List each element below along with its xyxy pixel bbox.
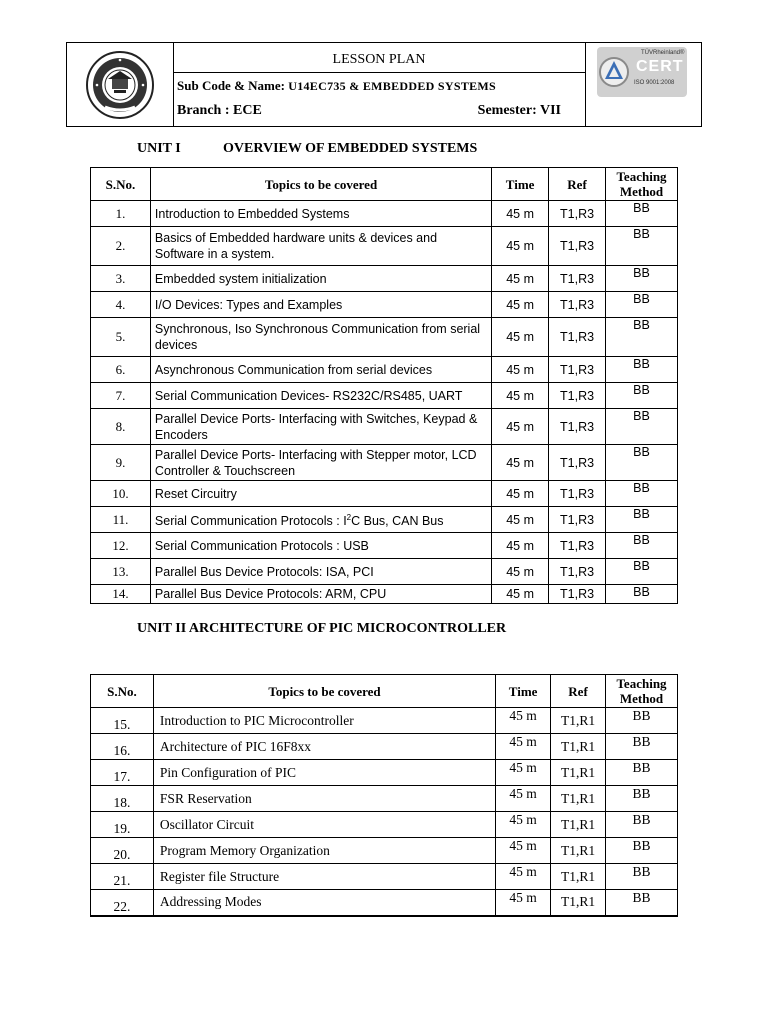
- table-row: [91, 864, 678, 890]
- row-time: 45 m: [492, 383, 549, 409]
- row-sno: 13.: [91, 559, 151, 585]
- row-sno: 21.: [91, 864, 154, 890]
- row-method: BB: [606, 318, 678, 357]
- row-ref: T1,R1: [551, 890, 606, 916]
- row-topic: Pin Configuration of PIC: [153, 760, 495, 786]
- row-ref: T1,R3: [549, 533, 606, 559]
- col-topic: Topics to be covered: [150, 168, 491, 201]
- tuv-triangle-icon: [599, 52, 629, 92]
- row-method: BB: [606, 890, 678, 916]
- semester: Semester: VII: [477, 103, 561, 118]
- row-topic: Basics of Embedded hardware units & devices and Software in a system.: [150, 227, 491, 266]
- row-time: 45 m: [496, 838, 551, 864]
- institution-logo-cell: [67, 43, 174, 126]
- row-time: 45 m: [492, 357, 549, 383]
- table-row: [91, 227, 678, 266]
- row-method: BB: [606, 227, 678, 266]
- header-divider: [173, 72, 585, 73]
- row-topic: Serial Communication Protocols : $I^2C$ Bus, CAN Bus: [150, 507, 491, 533]
- row-method: BB: [606, 357, 678, 383]
- col-topic: Topics to be covered: [153, 675, 495, 708]
- row-time: 45 m: [492, 409, 549, 445]
- row-sno: 22.: [91, 890, 154, 916]
- row-method: BB: [606, 708, 678, 734]
- cert-top-text: TÜVRheinland®: [641, 50, 685, 56]
- unit2-label: UNIT II: [137, 621, 187, 636]
- row-sno: 14.: [91, 585, 151, 604]
- cert-iso-text: ISO 9001:2008: [634, 80, 675, 86]
- row-sno: 2.: [91, 227, 151, 266]
- row-method: BB: [606, 559, 678, 585]
- table-header-row: [91, 675, 678, 708]
- row-method: BB: [606, 383, 678, 409]
- row-time: 45 m: [492, 266, 549, 292]
- unit2-table: [90, 674, 678, 917]
- table-header-row: [91, 168, 678, 201]
- document-title: LESSON PLAN: [332, 52, 426, 67]
- row-topic: Addressing Modes: [153, 890, 495, 916]
- row-ref: T1,R1: [551, 864, 606, 890]
- row-sno: 12.: [91, 533, 151, 559]
- row-time: 45 m: [496, 890, 551, 916]
- row-method: BB: [606, 409, 678, 445]
- row-method: BB: [606, 838, 678, 864]
- row-method: BB: [606, 481, 678, 507]
- table-row: [91, 786, 678, 812]
- table-row: [91, 318, 678, 357]
- row-time: 45 m: [492, 445, 549, 481]
- table-row: [91, 533, 678, 559]
- row-sno: 6.: [91, 357, 151, 383]
- row-topic: Synchronous, Iso Synchronous Communication from serial devices: [150, 318, 491, 357]
- row-topic: Introduction to PIC Microcontroller: [153, 708, 495, 734]
- col-time: Time: [492, 168, 549, 201]
- row-topic: Parallel Device Ports- Interfacing with Switches, Keypad & Encoders: [150, 409, 491, 445]
- row-time: 45 m: [492, 533, 549, 559]
- row-ref: T1,R3: [549, 383, 606, 409]
- col-time: Time: [496, 675, 551, 708]
- table-row: [91, 838, 678, 864]
- row-method: BB: [606, 864, 678, 890]
- row-ref: T1,R1: [551, 734, 606, 760]
- lesson-plan-header: [66, 42, 702, 127]
- row-time: 45 m: [492, 227, 549, 266]
- row-topic: Parallel Bus Device Protocols: ISA, PCI: [150, 559, 491, 585]
- col-ref: Ref: [551, 675, 606, 708]
- row-topic: Oscillator Circuit: [153, 812, 495, 838]
- row-topic: FSR Reservation: [153, 786, 495, 812]
- row-sno: 17.: [91, 760, 154, 786]
- row-sno: 5.: [91, 318, 151, 357]
- col-teaching-method: Teaching Method: [606, 675, 678, 708]
- row-time: 45 m: [492, 292, 549, 318]
- row-sno: 4.: [91, 292, 151, 318]
- table-row: [91, 266, 678, 292]
- row-ref: T1,R1: [551, 760, 606, 786]
- row-sno: 7.: [91, 383, 151, 409]
- row-topic: Register file Structure: [153, 864, 495, 890]
- row-ref: T1,R3: [549, 585, 606, 604]
- subject-code: [177, 78, 496, 94]
- col-ref: Ref: [549, 168, 606, 201]
- branch: Branch : ECE: [177, 103, 262, 118]
- row-sno: 8.: [91, 409, 151, 445]
- header-info: [173, 43, 585, 126]
- row-ref: T1,R1: [551, 708, 606, 734]
- row-sno: 16.: [91, 734, 154, 760]
- row-method: BB: [606, 786, 678, 812]
- table-row: [91, 708, 678, 734]
- row-ref: T1,R3: [549, 481, 606, 507]
- row-method: BB: [606, 533, 678, 559]
- row-sno: 10.: [91, 481, 151, 507]
- table-row: [91, 734, 678, 760]
- row-ref: T1,R1: [551, 786, 606, 812]
- unit1-table: [90, 167, 678, 604]
- certification-badge: [597, 47, 687, 97]
- row-ref: T1,R3: [549, 559, 606, 585]
- row-time: 45 m: [492, 507, 549, 533]
- row-topic: Architecture of PIC 16F8xx: [153, 734, 495, 760]
- row-method: BB: [606, 760, 678, 786]
- row-ref: T1,R3: [549, 507, 606, 533]
- table-row: [91, 507, 678, 533]
- row-ref: T1,R3: [549, 292, 606, 318]
- row-ref: T1,R3: [549, 445, 606, 481]
- row-topic: Parallel Bus Device Protocols: ARM, CPU: [150, 585, 491, 604]
- row-time: 45 m: [492, 201, 549, 227]
- row-method: BB: [606, 812, 678, 838]
- table-row: [91, 812, 678, 838]
- row-topic: Parallel Device Ports- Interfacing with Stepper motor, LCD Controller & Touchscreen: [150, 445, 491, 481]
- row-time: 45 m: [492, 318, 549, 357]
- row-ref: T1,R3: [549, 266, 606, 292]
- row-ref: T1,R3: [549, 357, 606, 383]
- cert-main-text: CERT: [636, 58, 684, 75]
- row-method: BB: [606, 734, 678, 760]
- row-sno: 3.: [91, 266, 151, 292]
- table-row: [91, 481, 678, 507]
- row-method: BB: [606, 292, 678, 318]
- table-row: [91, 409, 678, 445]
- row-sno: 19.: [91, 812, 154, 838]
- institution-seal-icon: [67, 43, 173, 126]
- row-method: BB: [606, 266, 678, 292]
- col-teaching-method: Teaching Method: [606, 168, 678, 201]
- unit2-heading: [137, 621, 506, 637]
- row-topic: Introduction to Embedded Systems: [150, 201, 491, 227]
- row-topic: I/O Devices: Types and Examples: [150, 292, 491, 318]
- row-method: BB: [606, 445, 678, 481]
- col-sno: S.No.: [91, 168, 151, 201]
- row-time: 45 m: [492, 585, 549, 604]
- row-ref: T1,R3: [549, 201, 606, 227]
- row-time: 45 m: [496, 812, 551, 838]
- row-sno: 1.: [91, 201, 151, 227]
- row-topic: Serial Communication Protocols : USB: [150, 533, 491, 559]
- row-time: 45 m: [496, 760, 551, 786]
- row-time: 45 m: [496, 734, 551, 760]
- table-row: [91, 760, 678, 786]
- table-row: [91, 559, 678, 585]
- table-row: [91, 585, 678, 604]
- row-topic: Asynchronous Communication from serial devices: [150, 357, 491, 383]
- unit1-label: UNIT I: [137, 141, 181, 156]
- row-topic: Reset Circuitry: [150, 481, 491, 507]
- table-row: [91, 292, 678, 318]
- table-row: [91, 445, 678, 481]
- row-method: BB: [606, 507, 678, 533]
- row-time: 45 m: [492, 481, 549, 507]
- col-sno: S.No.: [91, 675, 154, 708]
- unit1-heading: [137, 141, 478, 157]
- certification-cell: [585, 43, 702, 126]
- row-time: 45 m: [496, 786, 551, 812]
- row-method: BB: [606, 201, 678, 227]
- row-topic: Program Memory Organization: [153, 838, 495, 864]
- unit2-title: ARCHITECTURE OF PIC MICROCONTROLLER: [188, 621, 507, 636]
- unit1-title: OVERVIEW OF EMBEDDED SYSTEMS: [223, 141, 478, 156]
- row-sno: 11.: [91, 507, 151, 533]
- row-sno: 20.: [91, 838, 154, 864]
- table-row: [91, 357, 678, 383]
- subject-code-value: U14EC735 & EMBEDDED SYSTEMS: [288, 79, 497, 93]
- row-time: 45 m: [492, 559, 549, 585]
- row-time: 45 m: [496, 708, 551, 734]
- row-sno: 18.: [91, 786, 154, 812]
- subject-code-label: Sub Code & Name:: [177, 78, 289, 93]
- row-topic: Serial Communication Devices- RS232C/RS485, UART: [150, 383, 491, 409]
- table-row: [91, 383, 678, 409]
- row-ref: T1,R1: [551, 838, 606, 864]
- row-time: 45 m: [496, 864, 551, 890]
- row-topic: Embedded system initialization: [150, 266, 491, 292]
- table-row: [91, 201, 678, 227]
- row-ref: T1,R3: [549, 409, 606, 445]
- row-method: BB: [606, 585, 678, 604]
- row-ref: T1,R3: [549, 318, 606, 357]
- row-sno: 15.: [91, 708, 154, 734]
- table-row: [91, 890, 678, 916]
- row-sno: 9.: [91, 445, 151, 481]
- row-ref: T1,R3: [549, 227, 606, 266]
- row-ref: T1,R1: [551, 812, 606, 838]
